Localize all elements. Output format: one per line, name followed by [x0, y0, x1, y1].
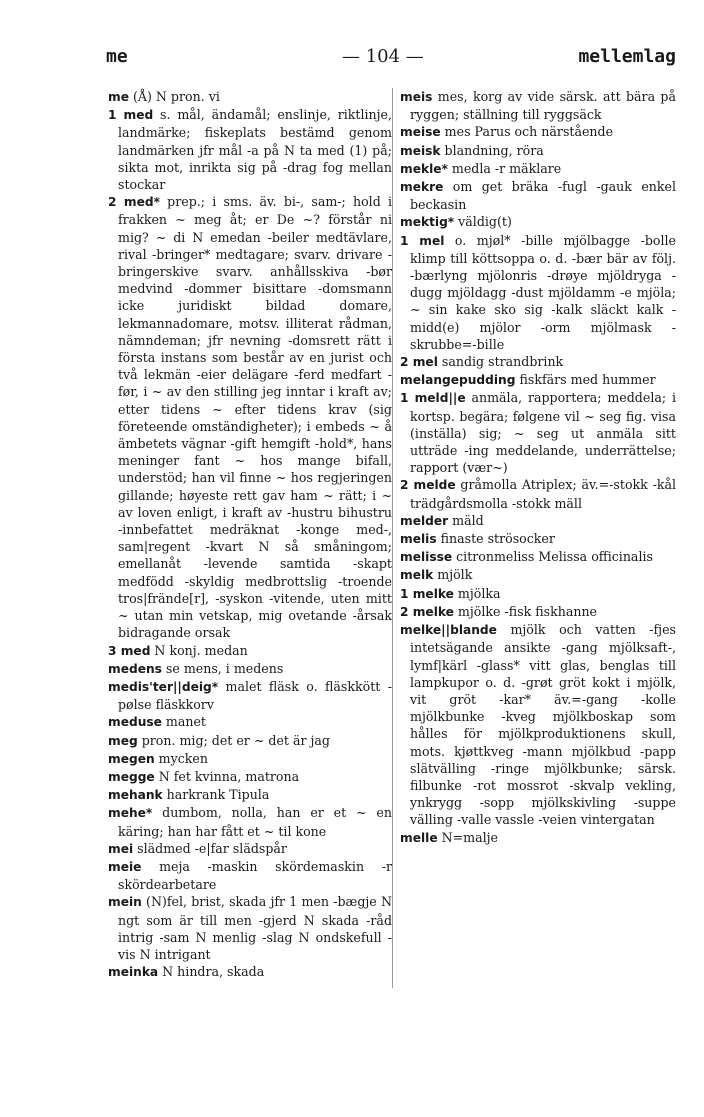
- dictionary-entry: [400, 371, 676, 389]
- dictionary-entry: [400, 353, 676, 371]
- headword: 2 med*: [108, 195, 160, 210]
- headword: mein: [108, 895, 142, 910]
- dictionary-entry: [400, 603, 676, 621]
- definition: mjölka: [453, 585, 501, 601]
- headword: mei: [108, 841, 134, 856]
- dictionary-entry: [400, 548, 676, 566]
- column-divider: [392, 88, 393, 988]
- dictionary-entry: [108, 732, 392, 750]
- page-number: — 104 —: [342, 46, 424, 67]
- definition: N=malje: [437, 829, 499, 845]
- headword: 2 mel: [400, 355, 438, 370]
- definition: mjölk och vatten -fjes intetsägande ansikte -gang mjölksaft-, lymf|kärl -glass* vitt glas, benglas till lampkupor o. d. -grøt gröt kokt i mjölk, vit gröt -kar* äv.=-gang -kolle mjölkbunke -kveg mjölkboskap som hålles för mjölkproduktionens skull, mots. kjøttkveg -mann mjölkbud -papp slätvälling -ringe mjölkbunke; särsk. filbunke -rot mossrot -skvalp vekling, ynkrygg -sopp mjölkskivling -suppe välling -valle vassle -veien vintergatan: [410, 622, 676, 828]
- headword: melke||blande: [400, 623, 497, 638]
- headword: meg: [108, 733, 138, 748]
- dictionary-entry: [108, 88, 392, 106]
- dictionary-entry: [400, 88, 676, 123]
- definition: väldig(t): [454, 214, 512, 230]
- headword: melk: [400, 568, 434, 583]
- definition: o. mjøl* -bille mjölbagge -bolle klimp till köttsoppa o. d. -bær bär av följ. -bærlyng mjölonris -drøye mjöldryga -dugg mjöldagg -dust mjöldamm -e mjöla; ~ sin kake sko sig -kalk släckt kalk -midd(e) mjölor -orm mjölmask -skrubbe=-bille: [410, 232, 676, 352]
- headword: mehe*: [108, 806, 153, 821]
- definition: mjölk: [433, 567, 473, 583]
- definition: N konj. medan: [150, 642, 248, 658]
- dictionary-entry: [400, 530, 676, 548]
- left-column: [108, 88, 392, 981]
- dictionary-entry: [400, 621, 676, 828]
- headword: melis: [400, 532, 437, 547]
- headword: mehank: [108, 788, 163, 803]
- dictionary-entry: [400, 585, 676, 603]
- headword: melder: [400, 513, 449, 528]
- headword: 2 melde: [400, 478, 456, 493]
- dictionary-entry: [108, 858, 392, 893]
- guide-word-right: mellemlag: [578, 46, 676, 67]
- dictionary-entry: [108, 193, 392, 641]
- dictionary-entry: [108, 963, 392, 981]
- page-header: [106, 46, 676, 80]
- headword: megge: [108, 769, 155, 784]
- headword: medis'ter||deig*: [108, 679, 219, 694]
- dictionary-entry: [400, 178, 676, 213]
- headword: mekre: [400, 180, 444, 195]
- headword: mekle*: [400, 161, 448, 176]
- dictionary-entry: [400, 142, 676, 160]
- guide-word-left: me: [106, 46, 128, 67]
- dictionary-entry: [108, 750, 392, 768]
- dictionary-entry: [108, 713, 392, 731]
- headword: 1 mel: [400, 233, 445, 248]
- definition: manet: [161, 714, 206, 730]
- headword: mektig*: [400, 215, 455, 230]
- definition: om get bräka -fugl -gauk enkel beckasin: [410, 179, 676, 213]
- dictionary-entry: [108, 678, 392, 713]
- definition: pron. mig; det er ~ det är jag: [137, 732, 330, 748]
- dictionary-entry: [108, 642, 392, 660]
- dictionary-entry: [400, 232, 676, 353]
- headword: melangepudding: [400, 373, 516, 388]
- headword: medens: [108, 661, 162, 676]
- dictionary-entry: [108, 893, 392, 963]
- headword: me: [108, 90, 129, 104]
- definition: malet fläsk o. fläskkött -pølse fläskkorv: [118, 678, 392, 713]
- dictionary-entry: [400, 476, 676, 511]
- definition: dumbom, nolla, han er et ~ en käring; han har fått et ~ til kone: [118, 805, 392, 839]
- dictionary-entry: [108, 768, 392, 786]
- definition: mäld: [448, 512, 484, 528]
- definition: citronmeliss Melissa officinalis: [452, 549, 653, 565]
- definition: mycken: [154, 750, 208, 766]
- dictionary-entry: [108, 786, 392, 804]
- definition: blandning, röra: [440, 142, 544, 158]
- definition: (N)fel, brist, skada jfr 1 men -bægje N ngt som är till men -gjerd N skada -råd intrig -sam N menlig -slag N ondskefull -vis N intrigant: [118, 894, 392, 962]
- headword: meise: [400, 125, 441, 140]
- headword: 1 meld||e: [400, 391, 466, 406]
- definition: harkrank Tipula: [162, 787, 270, 803]
- headword: megen: [108, 751, 155, 766]
- definition: (Å) N pron. vi: [128, 89, 220, 104]
- definition: se mens, i medens: [161, 660, 284, 676]
- definition: anmäla, rapportera; meddela; i kortsp. begära; følgene vil ~ seg fig. visa (inställa) sig; ~ seg ut anmäla sitt utträde -ing meddelande, underrättelse; rapport (vær~): [410, 390, 676, 476]
- definition: meja -maskin skördemaskin -r skördearbetare: [118, 858, 392, 893]
- headword: 1 melke: [400, 586, 454, 601]
- definition: sandig strandbrink: [437, 354, 564, 370]
- definition: prep.; i sms. äv. bi-, sam-; hold i frakken ~ meg åt; er De ~? förstår ni mig? ~ di N emedan -beiler medtävlare, rival -bringer* medtagare; svarv. drivare -bringerskive svarv. anhållsskiva -bør medvind -dommer bisittare -domsmann icke juridiskt bildad domare, lekmannadomare, motsv. illiterat rådman, nämndeman; jfr nevning -domsrett rätt i första instans som består av en jurist och två lekmän -eier delägare -ferd medfart -før, i ~ av den stilling jeg inntar i kraft av; etter tidens ~ efter tidens krav (sig företeende omständigheter); i embeds ~ å ämbetets vägnar -gift hemgift -hold*, hans meninger fant ~ hos mange bifall, understöd; han vil finne ~ hos regjeringen gillande; høyeste rett gav ham ~ rätt; i ~ av loven enligt, i kraft av -hustru bihustru -innbefattet medräknat -konge med-, sam|regent -kvart N så småningom; emellanåt -levende samtida -skapt medfödd -skyldig medbrottslig -troende tros|frände[r], -syskon -vitende, uten mitt ~ utan min vetskap, mig ovetande -årsak bidragande orsak: [118, 194, 392, 641]
- headword: meis: [400, 90, 433, 104]
- definition: slädmed -e|far slädspår: [133, 840, 287, 856]
- dictionary-entry: [400, 160, 676, 178]
- dictionary-entry: [400, 829, 676, 847]
- dictionary-entry: [400, 512, 676, 530]
- headword: meduse: [108, 715, 162, 730]
- dictionary-entry: [108, 804, 392, 839]
- dictionary-entry: [400, 566, 676, 584]
- headword: meie: [108, 859, 142, 874]
- definition: medla -r mäklare: [447, 160, 562, 176]
- dictionary-entry: [108, 660, 392, 678]
- definition: s. mål, ändamål; enslinje, riktlinje, landmärke; fiskeplats bestämd genom landmärken jfr mål -a på N ta med (1) på; sikta mot, inrikta sig på -drag fog mellan stockar: [118, 107, 392, 193]
- headword: 1 med: [108, 108, 154, 123]
- definition: mes, korg av vide särsk. att bära på ryggen; ställning till ryggsäck: [410, 89, 676, 123]
- dictionary-entry: [400, 123, 676, 141]
- definition: fiskfärs med hummer: [515, 372, 656, 388]
- definition: gråmolla Atriplex; äv.=-stokk -kål trädgårdsmolla -stokk mäll: [410, 477, 676, 511]
- headword: melle: [400, 830, 438, 845]
- dictionary-entry: [400, 213, 676, 231]
- definition: finaste strösocker: [436, 531, 555, 547]
- dictionary-entry: [108, 840, 392, 858]
- definition: N fet kvinna, matrona: [154, 768, 300, 784]
- definition: N hindra, skada: [158, 964, 265, 980]
- headword: 3 med: [108, 643, 151, 658]
- headword: melisse: [400, 550, 453, 565]
- dictionary-entry: [400, 389, 676, 476]
- definition: mjölke -fisk fiskhanne: [453, 603, 598, 619]
- definition: mes Parus och närstående: [440, 124, 614, 140]
- headword: 2 melke: [400, 604, 454, 619]
- dictionary-entry: [108, 106, 392, 193]
- headword: meinka: [108, 965, 159, 980]
- right-column: [400, 88, 676, 847]
- headword: meisk: [400, 143, 441, 158]
